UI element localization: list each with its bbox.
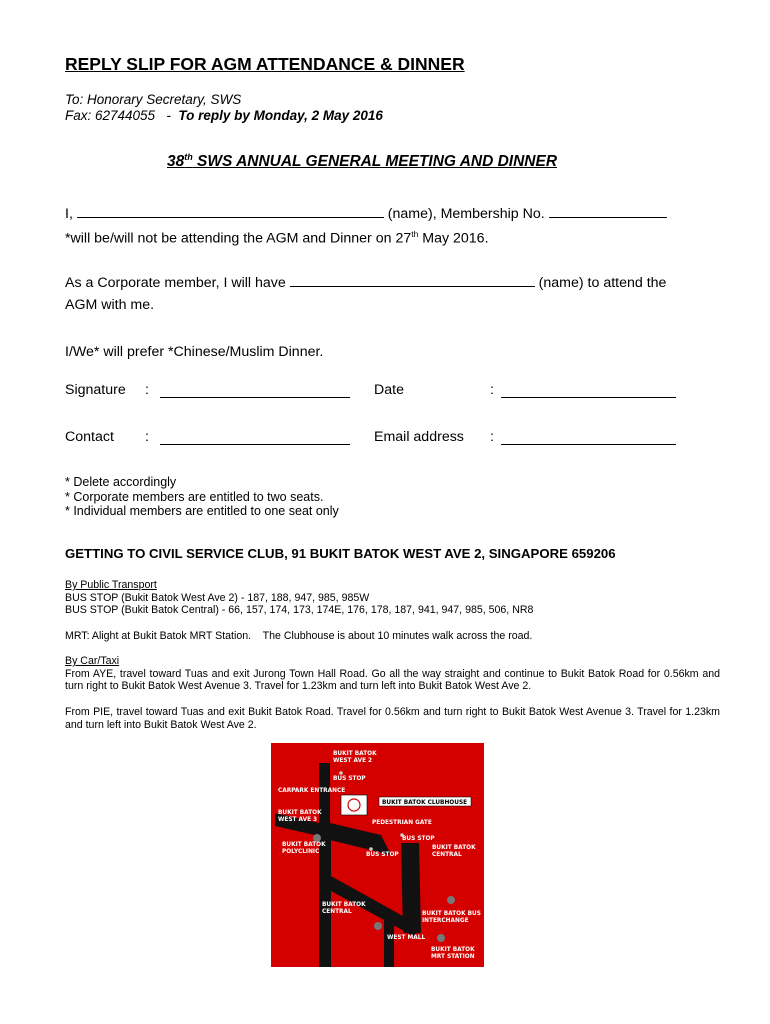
corporate-row-2: AGM with me. [65, 297, 155, 313]
polyclinic-marker-icon [313, 834, 321, 842]
map-label: BUKIT BATOK CLUBHOUSE [382, 800, 468, 806]
date-label: Date [374, 382, 404, 398]
attendance-text: *will be/will not be attending the AGM and Dinner on 27 [65, 230, 412, 247]
recipient-line: To: Honorary Secretary, SWS [65, 92, 242, 107]
bus-stop-line: BUS STOP (Bukit Batok Central) - 66, 157, 174, 173, 174E, 176, 178, 187, 941, 947, 985, 506, NR8 [65, 604, 534, 617]
map-label: POLYCLINIC [282, 849, 320, 855]
notes [65, 475, 339, 519]
email-colon: : [490, 429, 494, 445]
attendance-text-end: May 2016. [418, 230, 489, 247]
fax-line [65, 108, 383, 123]
public-transport-section [65, 579, 533, 617]
heading-ordinal-suffix: th [184, 152, 193, 162]
clubhouse-icon [341, 795, 367, 815]
corporate-row [65, 274, 666, 291]
reply-deadline: To reply by Monday, 2 May 2016 [178, 108, 383, 123]
signature-field[interactable] [160, 383, 350, 398]
map-label: BUKIT BATOK [322, 902, 366, 908]
bus-stop-icon [369, 847, 373, 851]
map-label: CENTRAL [322, 909, 352, 915]
map-label: BUKIT BATOK [333, 751, 377, 757]
date-field[interactable] [501, 383, 676, 398]
name-row [65, 205, 667, 222]
note-item: * Individual members are entitled to one seat only [65, 504, 339, 518]
car-section [65, 655, 720, 693]
map-label: BUS STOP [402, 836, 435, 842]
contact-field[interactable] [160, 430, 350, 445]
car-heading: By Car/Taxi [65, 655, 120, 667]
date-colon: : [490, 382, 494, 398]
road-west-ave-2 [319, 763, 330, 845]
dinner-preference: I/We* will prefer *Chinese/Muslim Dinner. [65, 344, 324, 360]
name-prefix: I, [65, 206, 77, 222]
map-label: WEST MALL [387, 935, 426, 941]
contact-colon: : [145, 429, 149, 445]
contact-label: Contact [65, 429, 114, 445]
map-label: CENTRAL [432, 852, 462, 858]
corporate-text: As a Corporate member, I will have [65, 275, 290, 291]
map-label: PEDESTRIAN GATE [372, 820, 432, 826]
interchange-marker-icon [447, 896, 455, 904]
map-label: CARPARK ENTRANCE [278, 788, 346, 794]
corporate-guest-field[interactable] [290, 274, 535, 287]
note-item: * Corporate members are entitled to two seats. [65, 489, 324, 504]
map-label: WEST AVE 2 [333, 758, 373, 764]
bus-stop-icon [339, 771, 343, 775]
map-label: WEST AVE 3 [278, 817, 318, 823]
directions-heading: GETTING TO CIVIL SERVICE CLUB, 91 BUKIT BATOK WEST AVE 2, SINGAPORE 659206 [65, 546, 616, 561]
aye-directions: From AYE, travel toward Tuas and exit Jurong Town Hall Road. Go all the way straight and continue to Bukit Batok Road for 0.56km and turn right to Bukit Batok West Avenue 3. Travel for 1.23km and turn left into Bukit Batok West Ave 2. [65, 667, 720, 693]
page-title: REPLY SLIP FOR AGM ATTENDANCE & DINNER [65, 54, 465, 74]
map-label: BUKIT BATOK [431, 947, 475, 953]
fax-number: Fax: 62744055 - [65, 108, 179, 123]
map-label: BUKIT BATOK [432, 845, 476, 851]
heading-ordinal: 38 [167, 153, 185, 171]
road-west-mall [384, 918, 394, 967]
west-mall-marker-icon [374, 922, 382, 930]
map-label: BUKIT BATOK BUS [422, 911, 481, 917]
meeting-heading [167, 152, 557, 171]
location-map [271, 743, 484, 967]
corporate-text-end: (name) to attend the [534, 275, 667, 291]
note-item: * Delete accordingly [65, 475, 177, 489]
membership-label: (name), Membership No. [383, 206, 549, 222]
mrt-marker-icon [437, 934, 445, 942]
map-label: BUS STOP [366, 852, 399, 858]
mrt-directions: MRT: Alight at Bukit Batok MRT Station. The Clubhouse is about 10 minutes walk across the road. [65, 630, 533, 642]
signature-label: Signature [65, 382, 126, 398]
email-field[interactable] [501, 430, 676, 445]
name-field[interactable] [77, 205, 384, 218]
bus-stop-line: BUS STOP (Bukit Batok West Ave 2) - 187, 188, 947, 985, 985W [65, 591, 370, 604]
map-label: INTERCHANGE [422, 918, 469, 924]
email-label: Email address [374, 429, 464, 445]
attendance-row [65, 229, 489, 247]
pie-directions: From PIE, travel toward Tuas and exit Bukit Batok Road. Travel for 0.56km and turn right to Bukit Batok West Avenue 3. Travel for 1.23km and turn left into Bukit Batok West Ave 2. [65, 706, 720, 731]
membership-number-field[interactable] [549, 205, 667, 218]
map-label: MRT STATION [431, 954, 475, 960]
heading-text: SWS ANNUAL GENERAL MEETING AND DINNER [192, 153, 558, 171]
map-label: BUS STOP [333, 776, 366, 782]
map-label: BUKIT BATOK [282, 842, 326, 848]
public-transport-heading: By Public Transport [65, 579, 157, 591]
road-east [401, 843, 421, 933]
signature-colon: : [145, 382, 149, 398]
map-label: BUKIT BATOK [278, 810, 322, 816]
attendance-date-suffix: th [411, 229, 419, 239]
